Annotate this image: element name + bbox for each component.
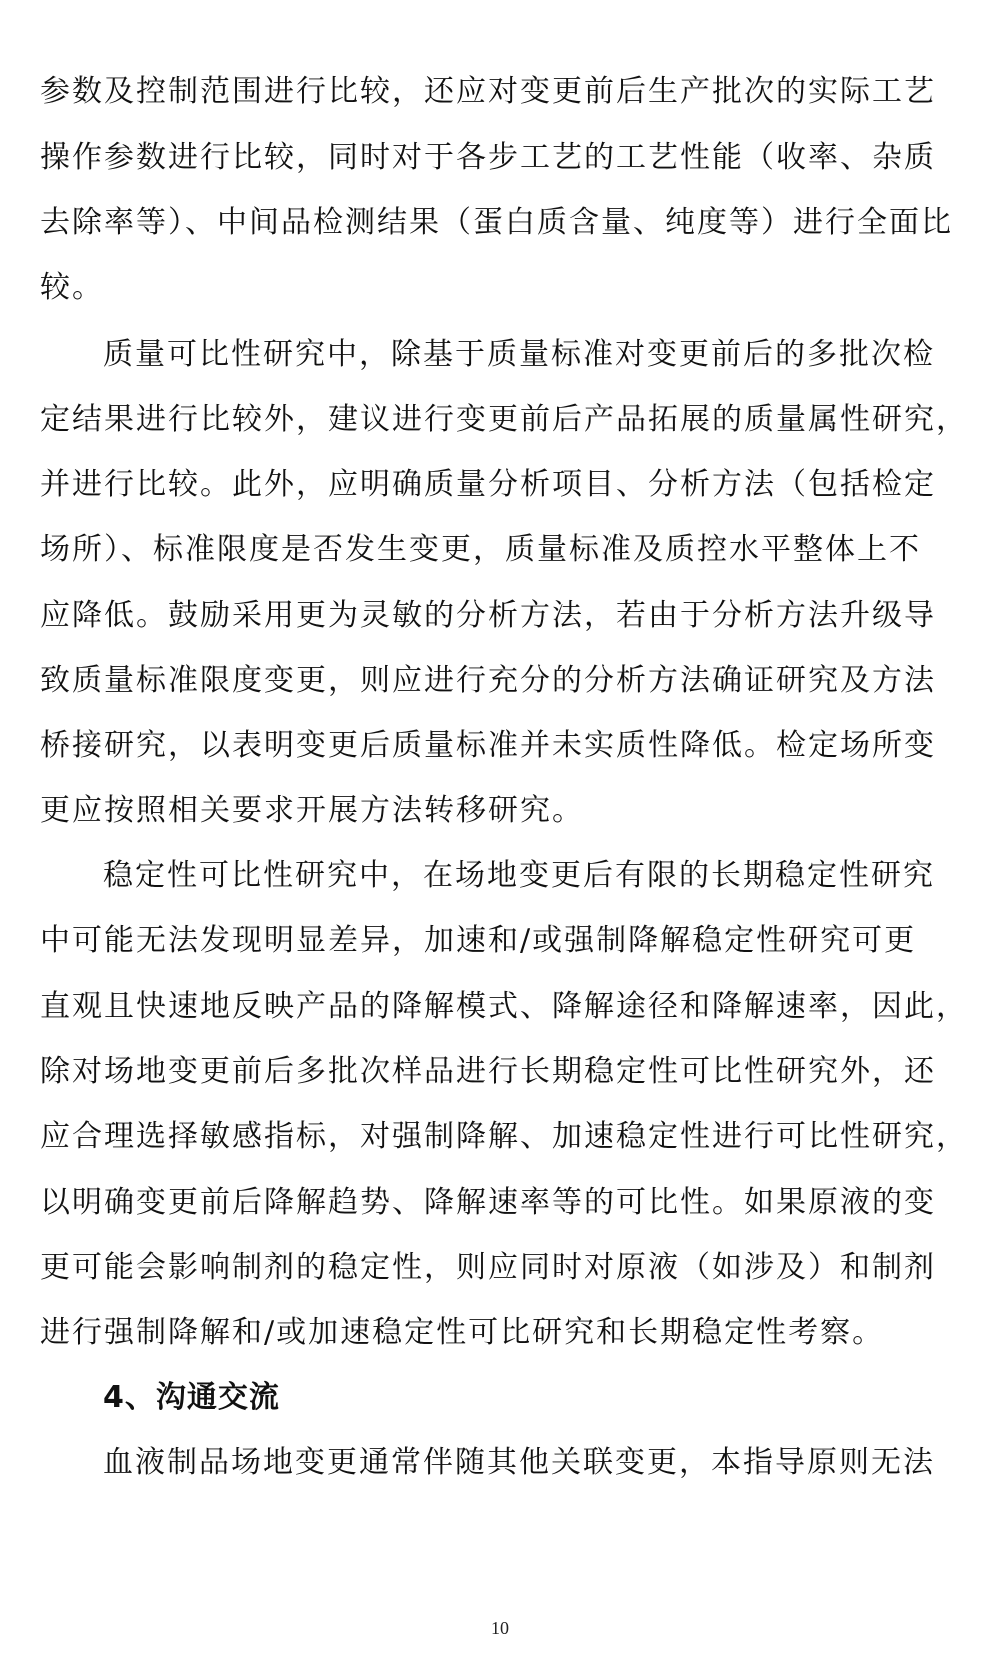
text-line: 应降低。鼓励采用更为灵敏的分析方法，若由于分析方法升级导 [40, 598, 936, 633]
text-line: 进行强制降解和/或加速稳定性可比研究和长期稳定性考察。 [40, 1315, 885, 1350]
text-line: 以明确变更前后降解趋势、降解速率等的可比性。如果原液的变 [40, 1185, 936, 1220]
text-line: 桥接研究，以表明变更后质量标准并未实质性降低。检定场所变 [40, 728, 936, 763]
text-line: 并进行比较。此外，应明确质量分析项目、分析方法（包括检定 [40, 467, 936, 502]
page-number: 10 [491, 1618, 509, 1638]
text-line: 较。 [40, 270, 104, 305]
text-line: 血液制品场地变更通常伴随其他关联变更，本指导原则无法 [103, 1445, 935, 1480]
text-line: 去除率等）、中间品检测结果（蛋白质含量、纯度等）进行全面比 [40, 205, 953, 240]
text-line: 直观且快速地反映产品的降解模式、降解途径和降解速率，因此， [40, 989, 968, 1024]
text-line: 更可能会影响制剂的稳定性，则应同时对原液（如涉及）和制剂 [40, 1250, 936, 1285]
text-line: 致质量标准限度变更，则应进行充分的分析方法确证研究及方法 [40, 663, 936, 698]
text-line: 更应按照相关要求开展方法转移研究。 [40, 793, 584, 828]
text-line: 定结果进行比较外，建议进行变更前后产品拓展的质量属性研究， [40, 402, 968, 437]
text-line: 质量可比性研究中，除基于质量标准对变更前后的多批次检 [103, 337, 935, 372]
text-line: 场所）、标准限度是否发生变更，质量标准及质控水平整体上不 [40, 532, 921, 567]
text-line: 中可能无法发现明显差异，加速和/或强制降解稳定性研究可更 [40, 923, 917, 958]
text-line: 操作参数进行比较，同时对于各步工艺的工艺性能（收率、杂质 [40, 140, 936, 175]
text-line: 应合理选择敏感指标，对强制降解、加速稳定性进行可比性研究， [40, 1119, 968, 1154]
text-line: 参数及控制范围进行比较，还应对变更前后生产批次的实际工艺 [40, 74, 936, 109]
section-heading: 4、沟通交流 [103, 1380, 280, 1415]
text-line: 除对场地变更前后多批次样品进行长期稳定性可比性研究外，还 [40, 1054, 936, 1089]
text-line: 稳定性可比性研究中，在场地变更后有限的长期稳定性研究 [103, 858, 935, 893]
